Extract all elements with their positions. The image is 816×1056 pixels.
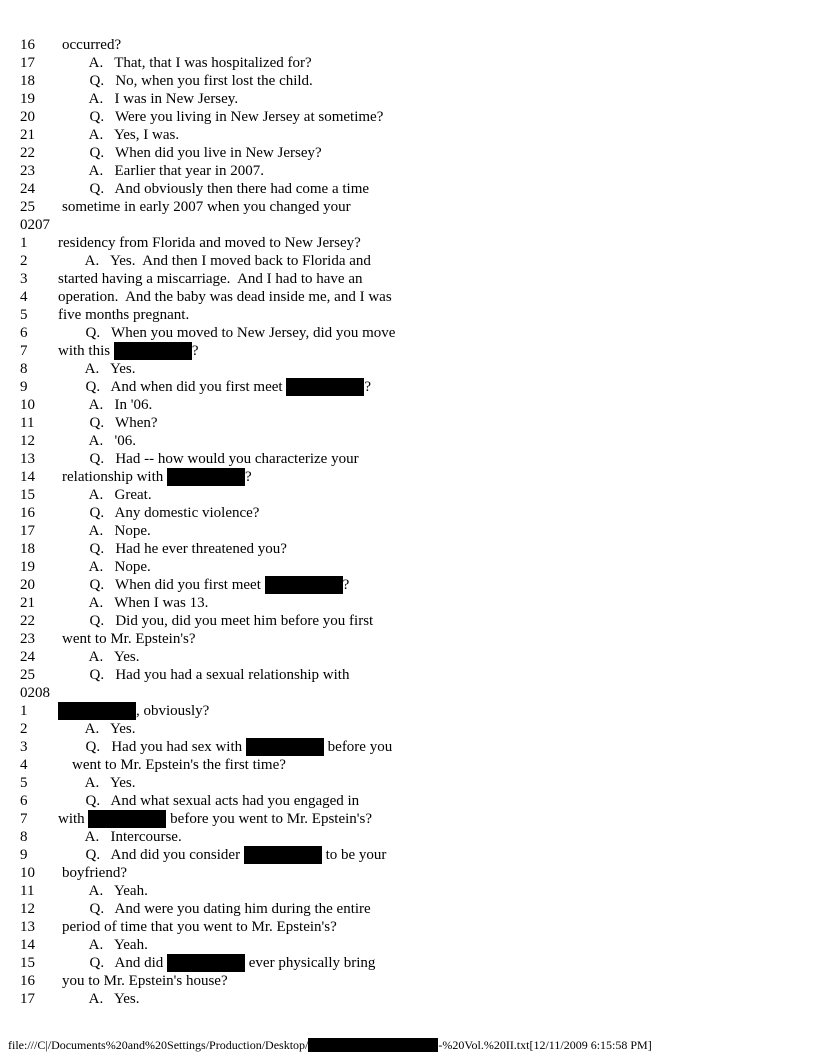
transcript-line [0,864,816,882]
line-number: 23 [20,631,35,647]
line-text-segment: A. In '06. [82,397,153,413]
line-text-segment: started having a miscarriage. And I had to have an [58,271,363,287]
transcript-line [0,936,816,954]
line-number: 1 [20,703,28,719]
transcript-line [0,882,816,900]
line-text [78,774,136,792]
line-number: 9 [20,847,28,863]
line-text-segment: Q. When? [82,415,158,431]
transcript-line [0,540,816,558]
redaction-block [308,1038,438,1052]
line-number: 17 [20,991,35,1007]
line-text [82,594,208,612]
footer-path-suffix: -%20Vol.%20II.txt[12/11/2009 6:15:58 PM] [438,1038,652,1052]
line-number: 2 [20,721,28,737]
line-text-segment: operation. And the baby was dead inside me, and I was [58,289,392,305]
line-text [58,342,199,360]
line-number: 14 [20,469,35,485]
transcript-line [0,774,816,792]
transcript-line [0,36,816,54]
line-text [82,504,259,522]
line-number: 9 [20,379,28,395]
line-text-segment: Q. Had you had a sexual relationship with [82,667,350,683]
line-text [82,108,383,126]
line-text-segment: Q. And obviously then there had come a time [82,181,370,197]
transcript-line [0,666,816,684]
line-number: 8 [20,361,28,377]
line-text [78,846,386,864]
transcript-line [0,360,816,378]
line-text [82,486,152,504]
line-text [78,792,359,810]
line-text [82,666,349,684]
line-text-segment: before you [323,739,393,755]
line-text-segment: Q. Had he ever threatened you? [82,541,287,557]
line-number: 12 [20,901,35,917]
line-text-segment: A. That, that I was hospitalized for? [82,55,312,71]
line-text-segment: A. Yes. [78,775,136,791]
transcript-line [0,54,816,72]
line-number: 6 [20,793,28,809]
transcript-line [0,828,816,846]
redaction-block [114,342,192,360]
line-text [82,900,371,918]
line-number: 14 [20,937,35,953]
line-text-segment: A. I was in New Jersey. [82,91,239,107]
line-number: 20 [20,577,35,593]
line-number: 22 [20,613,35,629]
line-text-segment: ? [364,379,371,395]
line-text [78,720,136,738]
line-text-segment: Q. And did [82,955,168,971]
transcript-line [0,162,816,180]
line-number: 10 [20,865,35,881]
transcript-line [0,990,816,1008]
line-text-segment: went to Mr. Epstein's? [62,631,196,647]
line-text-segment: Q. And did you consider [78,847,244,863]
line-text-segment: A. Nope. [82,559,151,575]
transcript-line [0,630,816,648]
transcript-line [0,720,816,738]
line-text-segment: ever physically bring [245,955,376,971]
redaction-block [286,378,364,396]
line-number: 25 [20,199,35,215]
transcript-line [0,954,816,972]
page-marker: 0208 [20,685,50,701]
line-text-segment: Q. And were you dating him during the entire [82,901,371,917]
line-text-segment: Q. When you moved to New Jersey, did you move [78,325,396,341]
line-number: 8 [20,829,28,845]
line-number: 13 [20,451,35,467]
line-text-segment: A. Yes. [82,991,140,1007]
line-text-segment: A. '06. [82,433,136,449]
transcript-line [0,972,816,990]
line-number: 6 [20,325,28,341]
line-number: 15 [20,487,35,503]
transcript-line [0,450,816,468]
redaction-block [265,576,343,594]
line-number: 15 [20,955,35,971]
line-text [82,72,313,90]
line-text [82,882,148,900]
line-number: 4 [20,289,28,305]
line-number: 2 [20,253,28,269]
line-text-segment: relationship with [62,469,167,485]
line-text-segment: A. Intercourse. [78,829,182,845]
transcript-line [0,108,816,126]
transcript-line [0,144,816,162]
line-text-segment: went to Mr. Epstein's the first time? [72,757,286,773]
line-text-segment: A. Yes. [82,649,140,665]
transcript-line [0,810,816,828]
transcript-line [0,576,816,594]
transcript-line [0,792,816,810]
line-number: 3 [20,271,28,287]
line-number: 17 [20,523,35,539]
line-number: 20 [20,109,35,125]
line-text-segment: A. Yes. [78,361,136,377]
transcript-line [0,306,816,324]
transcript-line [0,900,816,918]
line-text [62,468,252,486]
line-text [62,198,351,216]
line-text [78,324,395,342]
line-text-segment: A. Yeah. [82,937,148,953]
line-text [82,450,359,468]
transcript-line [0,486,816,504]
line-text-segment: A. Nope. [82,523,151,539]
line-text-segment: Q. Any domestic violence? [82,505,260,521]
line-text [78,828,182,846]
transcript-line [0,288,816,306]
line-number: 3 [20,739,28,755]
transcript-line [0,180,816,198]
line-text-segment: occurred? [62,37,122,53]
transcript-line [0,522,816,540]
line-number: 13 [20,919,35,935]
line-text-segment: , obviously? [136,703,210,719]
line-text [82,162,264,180]
line-text [82,432,136,450]
line-text-segment: A. When I was 13. [82,595,209,611]
transcript-line [0,378,816,396]
line-text [82,396,152,414]
line-text-segment: ? [191,343,199,359]
line-text [78,252,371,270]
line-number: 12 [20,433,35,449]
line-number: 23 [20,163,35,179]
line-text-segment: Q. And what sexual acts had you engaged in [78,793,360,809]
line-text [62,36,121,54]
line-text-segment: ? [342,577,350,593]
line-text [58,288,392,306]
transcript-line [0,648,816,666]
line-text [82,144,322,162]
line-text [82,540,287,558]
line-number: 19 [20,91,35,107]
transcript-line [0,126,816,144]
line-text [82,954,375,972]
line-text-segment: A. Earlier that year in 2007. [82,163,265,179]
line-text [58,270,362,288]
line-text [82,558,151,576]
line-number: 16 [20,37,35,53]
line-text [62,864,127,882]
line-text-segment: Q. No, when you first lost the child. [82,73,313,89]
line-text-segment: A. Yes. [78,721,136,737]
line-text [82,180,369,198]
transcript-line [0,594,816,612]
transcript-line [0,90,816,108]
line-text [82,612,373,630]
line-number: 22 [20,145,35,161]
line-text [82,126,179,144]
line-text [78,738,392,756]
transcript-line [0,270,816,288]
line-text [82,576,349,594]
line-number: 21 [20,595,35,611]
transcript-line [0,504,816,522]
line-text-segment: with [58,811,89,827]
line-text [72,756,286,774]
line-number: 16 [20,973,35,989]
line-text-segment: A. Yes. And then I moved back to Florida and [78,253,371,269]
line-number: 5 [20,307,28,323]
line-text-segment: ? [245,469,252,485]
line-text-segment: A. Yes, I was. [82,127,180,143]
line-text [82,990,140,1008]
line-text [58,234,361,252]
line-text-segment: period of time that you went to Mr. Epstein's? [62,919,337,935]
page-marker: 0207 [20,217,50,233]
redaction-block [167,468,245,486]
line-number: 11 [20,883,35,899]
redaction-block [244,846,322,864]
line-number: 1 [20,235,28,251]
line-number: 18 [20,73,35,89]
line-text [82,54,312,72]
redaction-block [167,954,245,972]
footer-path-prefix: file:///C|/Documents%20and%20Settings/Production/Desktop/ [8,1038,309,1052]
line-number: 4 [20,757,28,773]
line-number: 5 [20,775,28,791]
transcript-line [0,612,816,630]
transcript-line [0,414,816,432]
line-number: 25 [20,667,35,683]
line-number: 16 [20,505,35,521]
line-text-segment: Q. And when did you first meet [78,379,287,395]
transcript-line [0,558,816,576]
line-text [82,90,238,108]
line-text [82,414,158,432]
line-text-segment: before you went to Mr. Epstein's? [166,811,372,827]
line-text [58,810,372,828]
transcript-line [0,234,816,252]
line-number: 7 [20,811,28,827]
transcript-line [0,198,816,216]
transcript-line [0,432,816,450]
line-text-segment: A. Great. [82,487,152,503]
line-text-segment: five months pregnant. [58,307,190,323]
line-number: 18 [20,541,35,557]
transcript-line [0,468,816,486]
line-text [78,360,136,378]
redaction-block [58,702,136,720]
line-number: 7 [20,343,28,359]
transcript-line [0,846,816,864]
line-number: 10 [20,397,35,413]
line-text-segment: boyfriend? [62,865,127,881]
line-text [62,972,228,990]
line-text [58,702,209,720]
line-text [78,378,371,396]
line-text-segment: Q. Had you had sex with [78,739,246,755]
transcript-line [0,252,816,270]
file-path-footer [8,1038,652,1052]
line-text [62,918,337,936]
transcript-line [0,738,816,756]
transcript-line [0,324,816,342]
transcript-line [0,342,816,360]
line-text-segment: you to Mr. Epstein's house? [62,973,228,989]
line-text-segment: Q. When did you first meet [82,577,265,593]
line-text-segment: residency from Florida and moved to New Jersey? [58,235,361,251]
line-text [58,306,189,324]
line-text [82,648,140,666]
transcript-line [0,702,816,720]
line-number: 24 [20,649,35,665]
line-text-segment: Q. Did you, did you meet him before you first [82,613,374,629]
line-text [82,522,151,540]
line-number: 11 [20,415,35,431]
line-text-segment: Q. Had -- how would you characterize your [82,451,359,467]
line-text [62,630,196,648]
line-text [82,936,148,954]
line-text-segment: A. Yeah. [82,883,148,899]
line-text-segment: Q. Were you living in New Jersey at sometime? [82,109,384,125]
transcript-line [0,396,816,414]
transcript-line [0,918,816,936]
line-number: 19 [20,559,35,575]
line-text-segment: with this [58,343,114,359]
redaction-block [246,738,324,756]
line-text-segment: sometime in early 2007 when you changed your [62,199,351,215]
transcript-line [0,72,816,90]
line-number: 17 [20,55,35,71]
line-number: 21 [20,127,35,143]
line-text-segment: Q. When did you live in New Jersey? [82,145,322,161]
line-text-segment: to be your [321,847,387,863]
transcript-line [0,756,816,774]
redaction-block [88,810,166,828]
line-number: 24 [20,181,35,197]
